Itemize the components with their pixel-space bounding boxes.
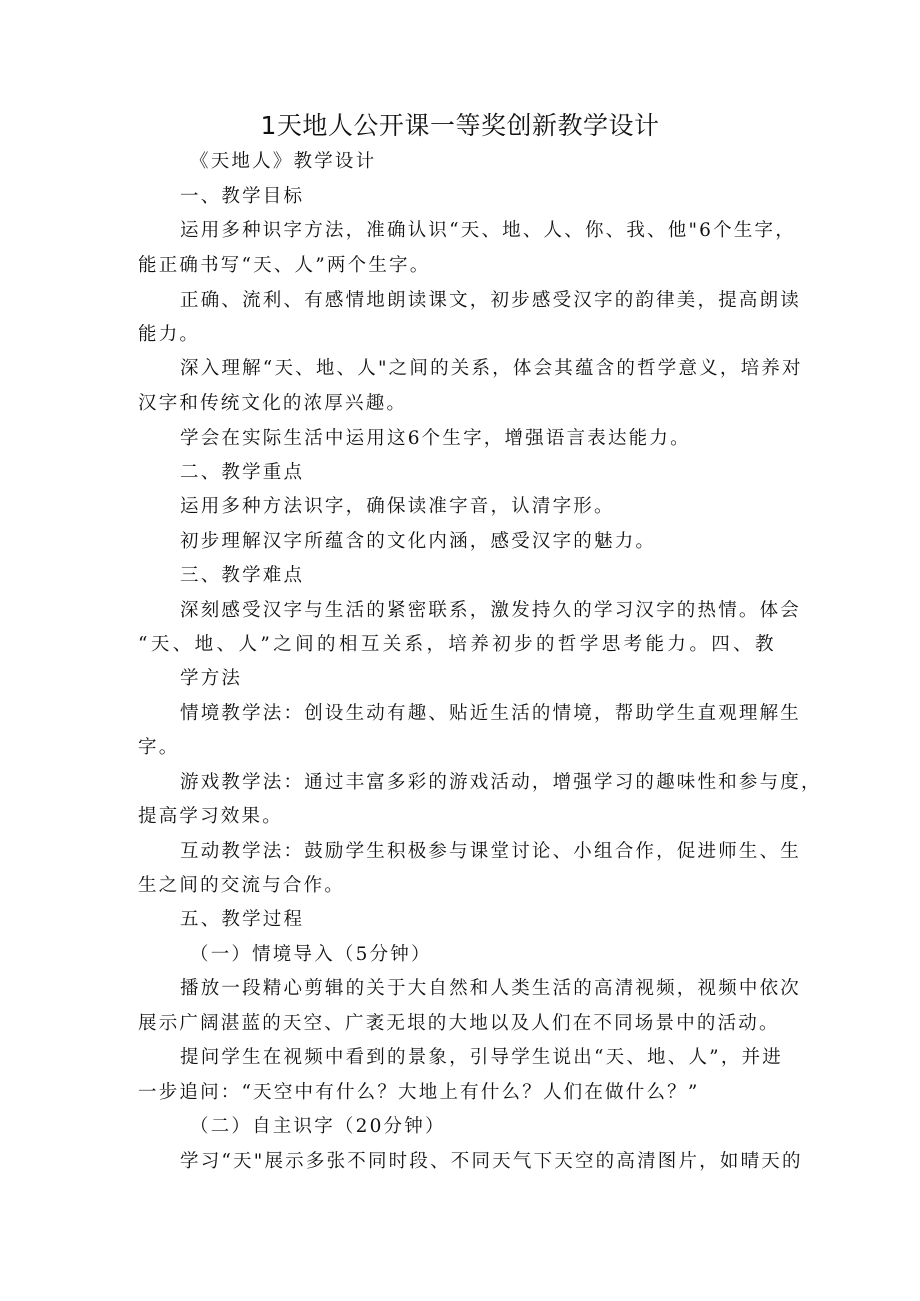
paragraph-line: 能正确书写“天、人”两个生字。 [138,255,431,276]
paragraph-line: 互动教学法：鼓励学生积极参与课堂讨论、小组合作，促进师生、生 [180,841,802,862]
paragraph-line: 深入理解“天、地、人"之间的关系，体会其蕴含的哲学意义，培养对 [180,358,803,379]
heading-process: 五、教学过程 [180,909,305,930]
heading-difficulties: 三、教学难点 [180,565,305,586]
paragraph-line: 初步理解汉字所蕴含的文化内涵，感受汉字的魅力。 [180,531,657,552]
paragraph-line: 正确、流利、有感情地朗读课文，初步感受汉字的韵律美，提高朗读 [180,290,802,311]
heading-objectives: 一、教学目标 [180,186,305,207]
paragraph-line: “天、地、人”之间的相互关系，培养初步的哲学思考能力。四、教 [138,634,777,655]
subtitle-line: 《天地人》教学设计 [190,151,377,172]
document-title: 1天地人公开课一等奖创新教学设计 [260,111,660,140]
paragraph-line: 播放一段精心剪辑的关于大自然和人类生活的高清视频，视频中依次 [180,978,802,999]
paragraph-line: 生之间的交流与合作。 [138,875,346,896]
paragraph-line: 提问学生在视频中看到的景象，引导学生说出“天、地、人”，并进 [180,1047,783,1068]
paragraph-line: 情境教学法：创设生动有趣、贴近生活的情境，帮助学生直观理解生 [180,703,802,724]
paragraph-line: 能力。 [138,324,201,345]
paragraph-line: 展示广阔湛蓝的天空、广袤无垠的大地以及人们在不同场景中的活动。 [138,1013,780,1034]
paragraph-line: 深刻感受汉字与生活的紧密联系，激发持久的学习汉字的热情。体会 [180,600,802,621]
paragraph-line: 游戏教学法：通过丰富多彩的游戏活动，增强学习的趣味性和参与度， [180,772,822,793]
heading-key-points: 二、教学重点 [180,462,305,483]
paragraph-line: 学习“天"展示多张不同时段、不同天气下天空的高清图片，如晴天的 [180,1151,803,1172]
paragraph-line: 学会在实际生活中运用这6个生字，增强语言表达能力。 [180,428,691,449]
paragraph-line: 运用多种识字方法，准确认识“天、地、人、你、我、他"6个生字， [180,220,796,241]
subheading-intro: （一）情境导入（5分钟） [190,944,432,965]
heading-methods: 学方法 [180,668,243,689]
paragraph-line: 一步追问：“天空中有什么？大地上有什么？人们在做什么？” [138,1082,700,1103]
subheading-self-study: （二）自主识字（20分钟） [190,1116,446,1137]
paragraph-line: 运用多种方法识字，确保读准字音，认清字形。 [180,496,615,517]
paragraph-line: 提高学习效果。 [138,806,283,827]
paragraph-line: 汉字和传统文化的浓厚兴趣。 [138,393,408,414]
paragraph-line: 字。 [138,737,180,758]
